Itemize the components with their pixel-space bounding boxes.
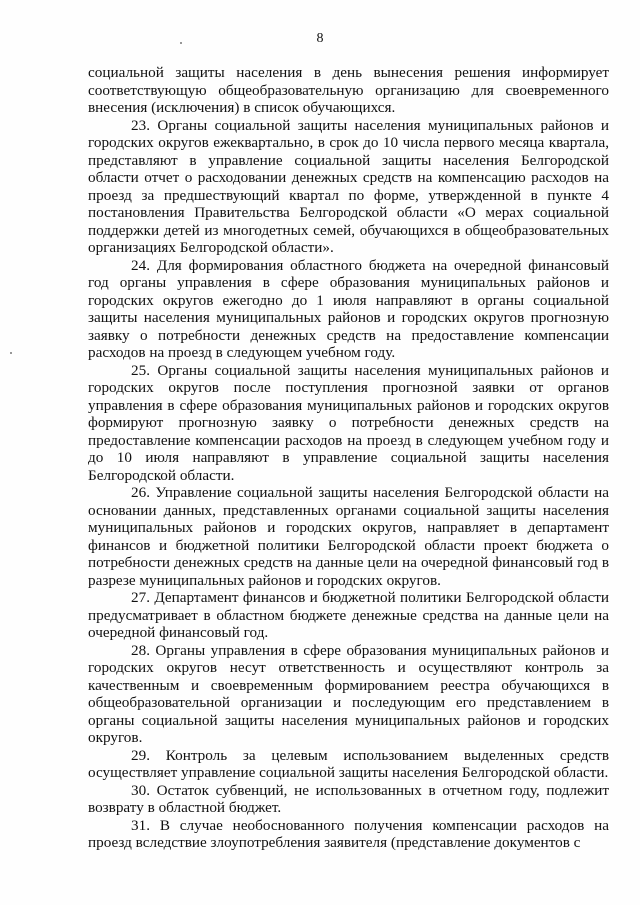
paragraph-28: 28. Органы управления в сфере образования муниципальных районов и городских округов несут ответственность и осуществляют контроль за качественным и своевременным формированием реестра обучающихся в общеобразовательной организации и последующим его представлением в органы социальной защиты населения муниципальных районов и городских округов.	[88, 641, 609, 746]
paragraph-continuation: социальной защиты населения в день вынесения решения информирует соответствующую общеобразовательную организацию для своевременного внесения (исключения) в список обучающихся.	[88, 64, 609, 116]
paragraph-29: 29. Контроль за целевым использованием выделенных средств осуществляет управление социальной защиты населения Белгородской области.	[88, 746, 609, 781]
document-body	[88, 64, 609, 852]
page-number: 8	[316, 31, 324, 46]
paragraph-23: 23. Органы социальной защиты населения муниципальных районов и городских округов ежеквартально, в срок до 10 числа первого месяца квартала, представляют в управление социальной защиты населения Белгородской области отчет о расходовании денежных средств на компенсацию расходов на проезд за предшествующий квартал по форме, утвержденной в пункте 4 постановления Правительства Белгородской области «О мерах социальной поддержки детей из многодетных семей, обучающихся в общеобразовательных организациях Белгородской области».	[88, 116, 609, 256]
paragraph-24: 24. Для формирования областного бюджета на очередной финансовый год органы управления в сфере образования муниципальных районов и городских округов ежегодно до 1 июля направляют в органы социальной защиты населения муниципальных районов и городских округов прогнозную заявку о потребности денежных средств на предоставление компенсации расходов на проезд в следующем учебном году.	[88, 256, 609, 361]
paragraph-31: 31. В случае необоснованного получения компенсации расходов на проезд вследствие злоупотребления заявителя (представление документов с	[88, 816, 609, 851]
paragraph-25: 25. Органы социальной защиты населения муниципальных районов и городских округов после поступления прогнозной заявки от органов управления в сфере образования муниципальных районов и городских округов формируют прогнозную заявку о потребности денежных средств на предоставление компенсации расходов на проезд в следующем учебном году и до 10 июля направляют в управление социальной защиты населения Белгородской области.	[88, 361, 609, 484]
paragraph-27: 27. Департамент финансов и бюджетной политики Белгородской области предусматривает в областном бюджете денежные средства на данные цели на очередной финансовый год.	[88, 589, 609, 641]
scan-artifact	[10, 352, 12, 354]
paragraph-30: 30. Остаток субвенций, не использованных в отчетном году, подлежит возврату в областной бюджет.	[88, 781, 609, 816]
paragraph-26: 26. Управление социальной защиты населения Белгородской области на основании данных, представленных органами социальной защиты населения муниципальных районов и городских округов, направляет в департамент финансов и бюджетной политики Белгородской области проект бюджета о потребности денежных средств на данные цели на очередной финансовый год в разрезе муниципальных районов и городских округов.	[88, 484, 609, 589]
scan-artifact	[180, 42, 182, 44]
